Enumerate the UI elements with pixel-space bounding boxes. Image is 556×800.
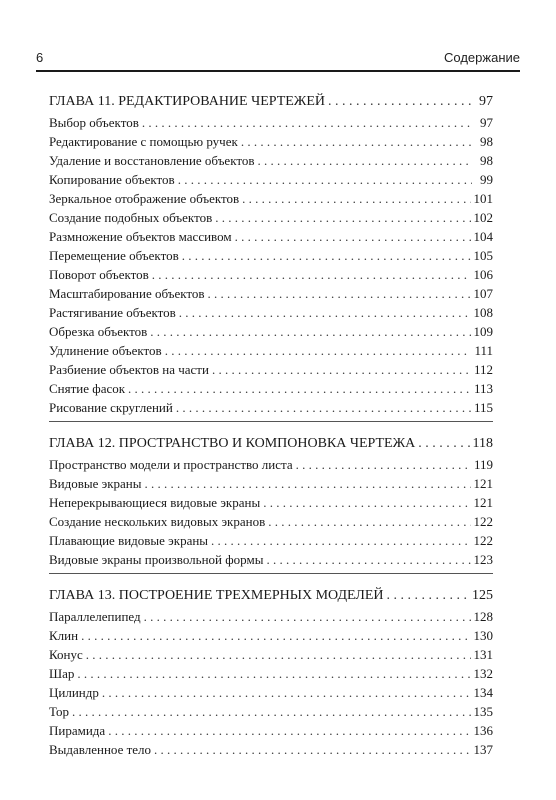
toc-entry-page-number: 111 — [474, 343, 493, 358]
toc-entry-label: Растягивание объектов — [49, 305, 176, 320]
toc-entry-page-number: 119 — [473, 457, 493, 472]
dot-leader — [266, 550, 470, 569]
toc-entry-page-number: 122 — [473, 514, 493, 529]
toc-entry-page-number: 106 — [473, 267, 493, 282]
dot-leader — [182, 246, 471, 265]
toc-entry[interactable] — [49, 132, 493, 151]
toc-entry[interactable] — [49, 645, 493, 664]
toc-entry[interactable] — [49, 284, 493, 303]
toc-entry[interactable] — [49, 360, 493, 379]
toc-entry-page-number: 121 — [473, 495, 493, 510]
toc-entry-page-number: 130 — [473, 628, 493, 643]
toc-entry[interactable] — [49, 474, 493, 493]
toc-entry[interactable] — [49, 322, 493, 341]
toc-entry-page-number: 98 — [480, 153, 493, 168]
toc-entry-page-number: 108 — [473, 305, 493, 320]
toc-entry-page-number: 102 — [473, 210, 493, 225]
toc-entry-label: Масштабирование объектов — [49, 286, 205, 301]
toc-entry-page-number: 107 — [473, 286, 493, 301]
toc-entry[interactable] — [49, 379, 493, 398]
dot-leader — [211, 531, 470, 550]
toc-entry-label: Параллелепипед — [49, 609, 141, 624]
toc-entry-label: Снятие фасок — [49, 381, 126, 396]
toc-entry-label: Видовые экраны произвольной формы — [49, 552, 264, 567]
toc-entry-label: Плавающие видовые экраны — [49, 533, 209, 548]
toc-entry-label: Редактирование с помощью ручек — [49, 134, 238, 149]
toc-entry[interactable] — [49, 303, 493, 322]
table-of-contents — [49, 92, 493, 771]
toc-entry-page-number: 137 — [473, 742, 493, 757]
dot-leader — [142, 113, 472, 132]
toc-entry[interactable] — [49, 227, 493, 246]
toc-entry[interactable] — [49, 170, 493, 189]
toc-chapter-page-number: 125 — [472, 588, 493, 603]
toc-entry-label: Конус — [49, 647, 83, 662]
toc-entry-label: Тор — [49, 704, 69, 719]
dot-leader — [154, 740, 470, 759]
toc-entry-label: Выдавленное тело — [49, 742, 152, 757]
toc-entry[interactable] — [49, 512, 493, 531]
toc-chapter-label: ГЛАВА 13. ПОСТРОЕНИЕ ТРЕХМЕРНЫХ МОДЕЛЕЙ — [49, 588, 384, 603]
toc-entry-label: Зеркальное отображение объектов — [49, 191, 240, 206]
dot-leader — [86, 645, 471, 664]
toc-entry[interactable] — [49, 151, 493, 170]
toc-entry[interactable] — [49, 113, 493, 132]
toc-section — [49, 586, 493, 759]
toc-entry-label: Размножение объектов массивом — [49, 229, 232, 244]
dot-leader — [296, 455, 471, 474]
toc-entry[interactable] — [49, 208, 493, 227]
dot-leader — [176, 398, 471, 417]
toc-entry-page-number: 135 — [473, 704, 493, 719]
dot-leader — [268, 512, 470, 531]
toc-entry-label: Пространство модели и пространство листа — [49, 457, 293, 472]
toc-entry-label: Выбор объектов — [49, 115, 139, 130]
toc-entry[interactable] — [49, 265, 493, 284]
dot-leader — [328, 92, 472, 111]
running-title: Содержание — [444, 50, 520, 65]
dot-leader — [208, 284, 471, 303]
toc-entry[interactable] — [49, 740, 493, 759]
toc-section — [49, 92, 493, 422]
toc-entry-label: Перемещение объектов — [49, 248, 179, 263]
toc-entry-page-number: 97 — [480, 115, 493, 130]
dot-leader — [258, 151, 473, 170]
section-divider — [49, 573, 493, 574]
toc-entry-label: Шар — [49, 666, 75, 681]
toc-entry[interactable] — [49, 683, 493, 702]
toc-entry-page-number: 105 — [473, 248, 493, 263]
page-header — [36, 50, 520, 70]
toc-chapter[interactable] — [49, 92, 493, 111]
dot-leader — [263, 493, 470, 512]
toc-entry-page-number: 136 — [473, 723, 493, 738]
toc-chapter-label: ГЛАВА 12. ПРОСТРАНСТВО И КОМПОНОВКА ЧЕРТЕЖА — [49, 436, 416, 451]
dot-leader — [235, 227, 471, 246]
dot-leader — [215, 208, 470, 227]
dot-leader — [418, 434, 469, 453]
dot-leader — [387, 586, 469, 605]
toc-entry-page-number: 112 — [473, 362, 493, 377]
toc-entry[interactable] — [49, 607, 493, 626]
dot-leader — [102, 683, 471, 702]
dot-leader — [108, 721, 470, 740]
toc-entry-page-number: 115 — [473, 400, 493, 415]
toc-entry[interactable] — [49, 246, 493, 265]
toc-entry[interactable] — [49, 721, 493, 740]
dot-leader — [145, 474, 471, 493]
dot-leader — [128, 379, 471, 398]
toc-entry-page-number: 131 — [473, 647, 493, 662]
toc-entry-label: Создание подобных объектов — [49, 210, 213, 225]
section-divider — [49, 421, 493, 422]
dot-leader — [144, 607, 471, 626]
toc-entry-page-number: 122 — [473, 533, 493, 548]
toc-entry[interactable] — [49, 341, 493, 360]
toc-entry-page-number: 104 — [473, 229, 493, 244]
toc-entry-label: Видовые экраны — [49, 476, 142, 491]
dot-leader — [72, 702, 471, 721]
toc-entry-page-number: 123 — [473, 552, 493, 567]
toc-entry-label: Удлинение объектов — [49, 343, 162, 358]
dot-leader — [241, 132, 472, 151]
toc-entry-label: Рисование скруглений — [49, 400, 173, 415]
toc-chapter-page-number: 118 — [472, 436, 493, 451]
dot-leader — [77, 664, 470, 683]
toc-entry-page-number: 121 — [473, 476, 493, 491]
toc-entry[interactable] — [49, 664, 493, 683]
dot-leader — [179, 303, 471, 322]
toc-entry[interactable] — [49, 626, 493, 645]
toc-entry-label: Удаление и восстановление объектов — [49, 153, 255, 168]
toc-entry[interactable] — [49, 398, 493, 417]
toc-entry-label: Копирование объектов — [49, 172, 175, 187]
toc-chapter[interactable] — [49, 434, 493, 453]
toc-entry-label: Пирамида — [49, 723, 106, 738]
toc-entry-label: Клин — [49, 628, 79, 643]
toc-chapter-page-number: 97 — [479, 94, 493, 109]
toc-entry[interactable] — [49, 531, 493, 550]
toc-entry[interactable] — [49, 189, 493, 208]
toc-entry-page-number: 113 — [473, 381, 493, 396]
dot-leader — [81, 626, 470, 645]
toc-entry-page-number: 132 — [473, 666, 493, 681]
toc-entry-label: Цилиндр — [49, 685, 99, 700]
page-number: 6 — [36, 50, 44, 65]
toc-entry[interactable] — [49, 455, 493, 474]
toc-chapter-label: ГЛАВА 11. РЕДАКТИРОВАНИЕ ЧЕРТЕЖЕЙ — [49, 94, 326, 109]
toc-entry-page-number: 99 — [480, 172, 493, 187]
toc-entry-label: Поворот объектов — [49, 267, 149, 282]
toc-section — [49, 434, 493, 574]
toc-entry-page-number: 128 — [473, 609, 493, 624]
toc-entry[interactable] — [49, 550, 493, 569]
toc-chapter[interactable] — [49, 586, 493, 605]
toc-entry-page-number: 101 — [473, 191, 493, 206]
toc-entry-label: Создание нескольких видовых экранов — [49, 514, 266, 529]
toc-entry-label: Неперекрывающиеся видовые экраны — [49, 495, 261, 510]
dot-leader — [165, 341, 472, 360]
header-rule — [36, 70, 520, 72]
dot-leader — [242, 189, 470, 208]
toc-entry-page-number: 98 — [480, 134, 493, 149]
toc-entry-label: Разбиение объектов на части — [49, 362, 209, 377]
dot-leader — [212, 360, 471, 379]
toc-entry-page-number: 109 — [473, 324, 493, 339]
dot-leader — [178, 170, 472, 189]
dot-leader — [152, 265, 471, 284]
toc-entry-label: Обрезка объектов — [49, 324, 148, 339]
toc-entry[interactable] — [49, 702, 493, 721]
toc-entry-page-number: 134 — [473, 685, 493, 700]
toc-entry[interactable] — [49, 493, 493, 512]
dot-leader — [150, 322, 470, 341]
